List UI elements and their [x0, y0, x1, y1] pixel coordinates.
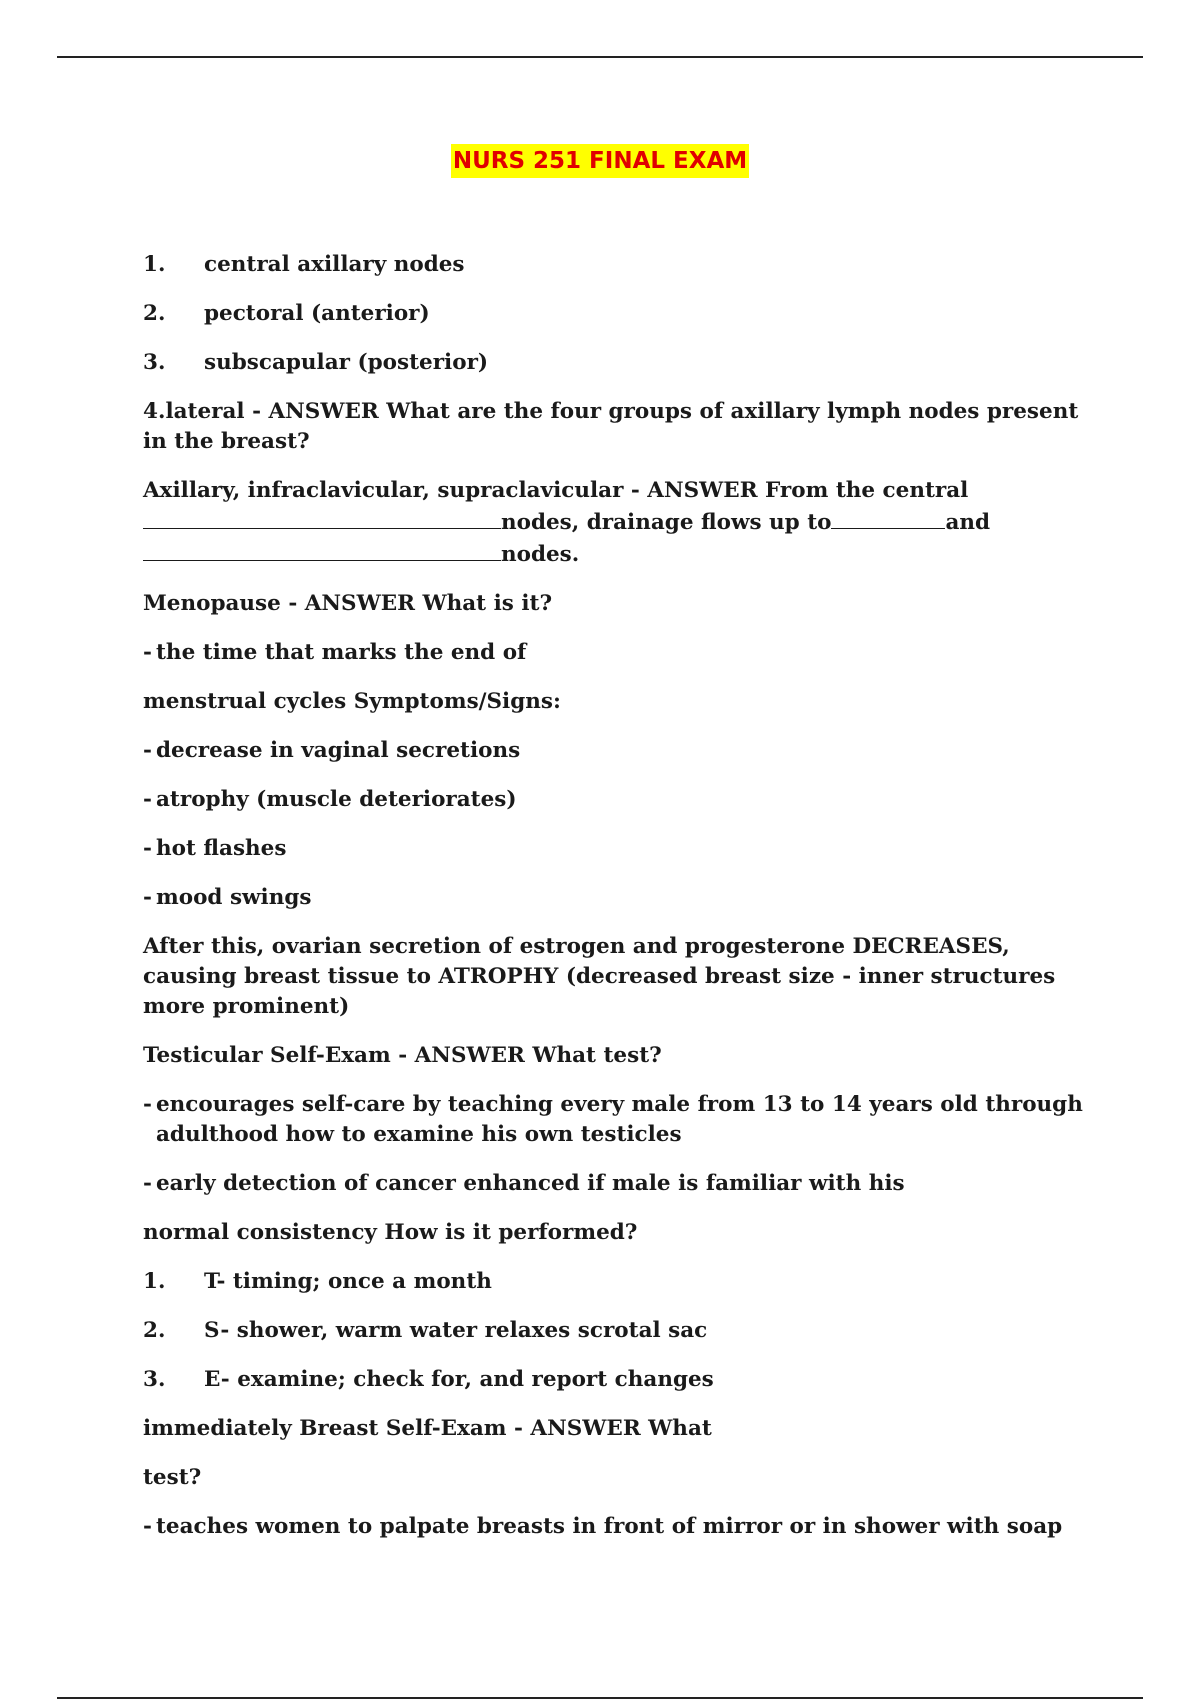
- paragraph: test?: [143, 1465, 202, 1490]
- title-wrap: [0, 144, 1200, 178]
- paragraph: immediately Breast Self-Exam - ANSWER What: [143, 1416, 712, 1441]
- drainage-text: and: [945, 510, 991, 535]
- drainage-text: nodes.: [501, 542, 580, 567]
- dash-marker: -: [143, 1171, 152, 1196]
- bullet-item: [143, 1512, 1103, 1542]
- paragraph: normal consistency How is it performed?: [143, 1220, 638, 1245]
- dash-marker: -: [143, 1092, 152, 1117]
- dash-marker: -: [143, 1514, 152, 1539]
- bullet-item: [143, 834, 1103, 864]
- list-number: 2.: [143, 301, 166, 326]
- bullet-item: [143, 785, 1103, 815]
- dash-marker: -: [143, 885, 152, 910]
- bullet-text: encourages self-care by teaching every male from 13 to 14 years old through adulthood how to examine his own testicles: [156, 1092, 1083, 1147]
- list-item: [143, 1316, 1103, 1346]
- question-drainage: [143, 476, 1103, 570]
- bullet-text: hot flashes: [156, 836, 287, 861]
- dash-marker: -: [143, 738, 152, 763]
- bottom-rule: [57, 1697, 1143, 1699]
- bullet-text: mood swings: [156, 885, 312, 910]
- list-item: [143, 1267, 1103, 1297]
- drainage-line: Axillary, infraclavicular, supraclavicular - ANSWER From the central: [143, 478, 969, 503]
- bullet-item: [143, 736, 1103, 766]
- list-item: [143, 299, 1103, 329]
- page-title: NURS 251 FINAL EXAM: [451, 144, 749, 178]
- list-text: E- examine; check for, and report changes: [204, 1367, 714, 1392]
- list-item: [143, 1365, 1103, 1395]
- bullet-item: [143, 638, 1103, 668]
- list-text: T- timing; once a month: [204, 1269, 492, 1294]
- list-text: pectoral (anterior): [204, 301, 430, 326]
- bullet-item: [143, 1090, 1103, 1150]
- bullet-text: decrease in vaginal secretions: [156, 738, 521, 763]
- fill-blank: [143, 506, 501, 529]
- bullet-item: [143, 1169, 1103, 1199]
- question-menopause: Menopause - ANSWER What is it?: [143, 591, 553, 616]
- dash-marker: -: [143, 787, 152, 812]
- list-item: [143, 250, 1103, 280]
- bullet-text: the time that marks the end of: [156, 640, 527, 665]
- list-text: S- shower, warm water relaxes scrotal sac: [204, 1318, 708, 1343]
- list-number: 1.: [143, 1269, 166, 1294]
- drainage-text: nodes, drainage flows up to: [501, 510, 832, 535]
- paragraph: menstrual cycles Symptoms/Signs:: [143, 689, 561, 714]
- question-testicular: Testicular Self-Exam - ANSWER What test?: [143, 1043, 662, 1068]
- bullet-text: teaches women to palpate breasts in front of mirror or in shower with soap: [156, 1514, 1063, 1539]
- fill-blank: [831, 506, 945, 529]
- list-text: central axillary nodes: [204, 252, 465, 277]
- list-item: [143, 348, 1103, 378]
- dash-marker: -: [143, 836, 152, 861]
- bullet-text: atrophy (muscle deteriorates): [156, 787, 517, 812]
- list-text: subscapular (posterior): [204, 350, 489, 375]
- question-lymph-groups: 4.lateral - ANSWER What are the four groups of axillary lymph nodes present in the breast?: [143, 399, 1079, 454]
- list-number: 3.: [143, 1367, 166, 1392]
- fill-blank: [143, 538, 501, 561]
- top-rule: [57, 56, 1143, 58]
- document-body: [143, 250, 1103, 1561]
- dash-marker: -: [143, 640, 152, 665]
- list-number: 1.: [143, 252, 166, 277]
- bullet-text: early detection of cancer enhanced if male is familiar with his: [156, 1171, 905, 1196]
- bullet-item: [143, 883, 1103, 913]
- list-number: 3.: [143, 350, 166, 375]
- list-number: 2.: [143, 1318, 166, 1343]
- paragraph: After this, ovarian secretion of estrogen and progesterone DECREASES, causing breast tissue to ATROPHY (decreased breast size - inner structures more prominent): [143, 934, 1056, 1019]
